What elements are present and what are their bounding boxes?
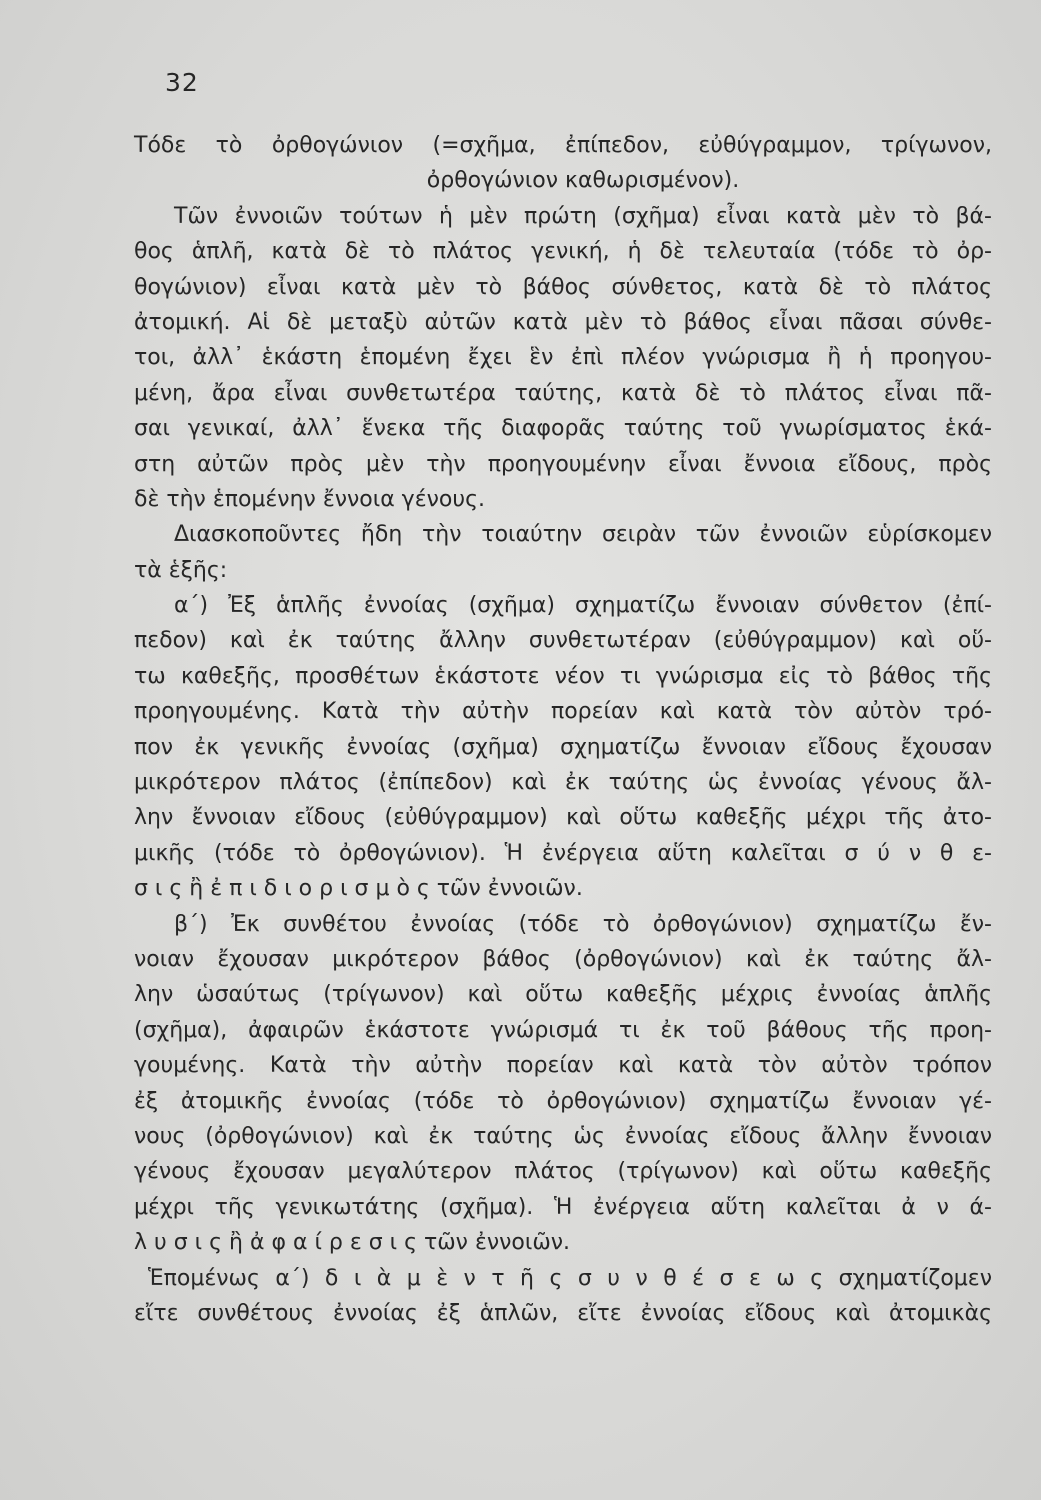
text-line: θογώνιον) εἶναι κατὰ μὲν τὸ βάθος σύνθετος, κατὰ δὲ τὸ πλάτος: [134, 274, 992, 300]
text-line: εἴτε συνθέτους ἐννοίας ἐξ ἁπλῶν, εἴτε ἐννοίας εἴδους καὶ ἀτομικὰς: [134, 1300, 992, 1326]
text-line: στη αὐτῶν πρὸς μὲν τὴν προηγουμένην εἶναι ἔννοια εἴδους, πρὸς: [134, 451, 992, 477]
paragraph-first-line: α΄) Ἐξ ἁπλῆς ἐννοίας (σχῆμα) σχηματίζω ἔννοιαν σύνθετον (ἐπί-: [174, 593, 992, 619]
text-line: τοι, ἀλλ᾽ ἑκάστη ἑπομένη ἔχει ἓν ἐπὶ πλέον γνώρισμα ἢ ἡ προηγου-: [134, 345, 992, 371]
page-number: 32: [165, 68, 199, 97]
text-line: γουμένης. Κατὰ τὴν αὐτὴν πορείαν καὶ κατὰ τὸν αὐτὸν τρόπον: [134, 1053, 992, 1079]
text-line: Τόδε τὸ ὀρθογώνιον (=σχῆμα, ἐπίπεδον, εὐθύγραμμον, τρίγωνον,: [134, 133, 992, 158]
text-line: μέχρι τῆς γενικωτάτης (σχῆμα). Ἡ ἐνέργεια αὕτη καλεῖται ἀ ν ά-: [134, 1194, 992, 1220]
text-line: νους (ὀρθογώνιον) καὶ ἐκ ταύτης ὡς ἐννοίας εἴδους ἄλλην ἔννοιαν: [134, 1123, 992, 1149]
text-line: ὀρθογώνιον καθωρισμένον).: [426, 168, 740, 194]
text-line: (σχῆμα), ἀφαιρῶν ἑκάστοτε γνώρισμά τι ἐκ τοῦ βάθους τῆς προη-: [134, 1017, 992, 1043]
text-line: νοιαν ἔχουσαν μικρότερον βάθος (ὀρθογώνιον) καὶ ἐκ ταύτης ἄλ-: [134, 946, 992, 972]
text-line: σαι γενικαί, ἀλλ᾽ ἕνεκα τῆς διαφορᾶς ταύτης τοῦ γνωρίσματος ἑκά-: [134, 416, 992, 442]
paragraph-first-line: Ἑπομένως α΄) δ ι ὰ μ ὲ ν τ ῆ ς σ υ ν θ έ σ ε ω ς σχηματίζομεν: [148, 1265, 992, 1291]
text-line: ἀτομική. Αἱ δὲ μεταξὺ αὐτῶν κατὰ μὲν τὸ βάθος εἶναι πᾶσαι σύνθε-: [134, 309, 992, 335]
body-text: [134, 128, 992, 1331]
text-line: δὲ τὴν ἑπομένην ἔννοια γένους.: [134, 486, 485, 512]
text-line: προηγουμένης. Κατὰ τὴν αὐτὴν πορείαν καὶ κατὰ τὸν αὐτὸν τρό-: [134, 699, 992, 725]
text-line: μικρότερον πλάτος (ἐπίπεδον) καὶ ἐκ ταύτης ὡς ἐννοίας γένους ἄλ-: [134, 770, 992, 796]
text-line: λην ὡσαύτως (τρίγωνον) καὶ οὕτω καθεξῆς μέχρις ἐννοίας ἁπλῆς: [134, 982, 992, 1008]
text-line: τὰ ἑξῆς:: [134, 557, 228, 583]
paragraph-first-line: Τῶν ἐννοιῶν τούτων ἡ μὲν πρώτη (σχῆμα) εἶναι κατὰ μὲν τὸ βά-: [174, 203, 992, 229]
text-line: θος ἁπλῆ, κατὰ δὲ τὸ πλάτος γενική, ἡ δὲ τελευταία (τόδε τὸ ὀρ-: [134, 239, 992, 265]
text-line: ἐξ ἀτομικῆς ἐννοίας (τόδε τὸ ὀρθογώνιον) σχηματίζω ἔννοιαν γέ-: [134, 1088, 992, 1114]
paragraph-first-line: Διασκοποῦντες ἤδη τὴν τοιαύτην σειρὰν τῶν ἐννοιῶν εὑρίσκομεν: [174, 522, 992, 548]
text-line: μικῆς (τόδε τὸ ὀρθογώνιον). Ἡ ἐνέργεια αὕτη καλεῖται σ ύ ν θ ε-: [134, 840, 992, 866]
text-line: γένους ἔχουσαν μεγαλύτερον πλάτος (τρίγωνον) καὶ οὕτω καθεξῆς: [134, 1159, 992, 1185]
text-line: πον ἐκ γενικῆς ἐννοίας (σχῆμα) σχηματίζω ἔννοιαν εἴδους ἔχουσαν: [134, 734, 992, 760]
text-line: μένη, ἄρα εἶναι συνθετωτέρα ταύτης, κατὰ δὲ τὸ πλάτος εἶναι πᾶ-: [134, 380, 992, 406]
text-line: σ ι ς ἢ ἐ π ι δ ι ο ρ ι σ μ ὸ ς τῶν ἐννοιῶν.: [134, 876, 583, 902]
text-line: τω καθεξῆς, προσθέτων ἑκάστοτε νέον τι γνώρισμα εἰς τὸ βάθος τῆς: [134, 663, 992, 689]
text-line: λ υ σ ι ς ἢ ἀ φ α ί ρ ε σ ι ς τῶν ἐννοιῶν.: [134, 1230, 571, 1256]
text-line: πεδον) καὶ ἐκ ταύτης ἄλλην συνθετωτέραν (εὐθύγραμμον) καὶ οὕ-: [134, 628, 992, 654]
paragraph-first-line: β΄) Ἐκ συνθέτου ἐννοίας (τόδε τὸ ὀρθογώνιον) σχηματίζω ἔν-: [174, 911, 992, 937]
text-line: λην ἔννοιαν εἴδους (εὐθύγραμμον) καὶ οὕτω καθεξῆς μέχρι τῆς ἀτο-: [134, 805, 992, 831]
